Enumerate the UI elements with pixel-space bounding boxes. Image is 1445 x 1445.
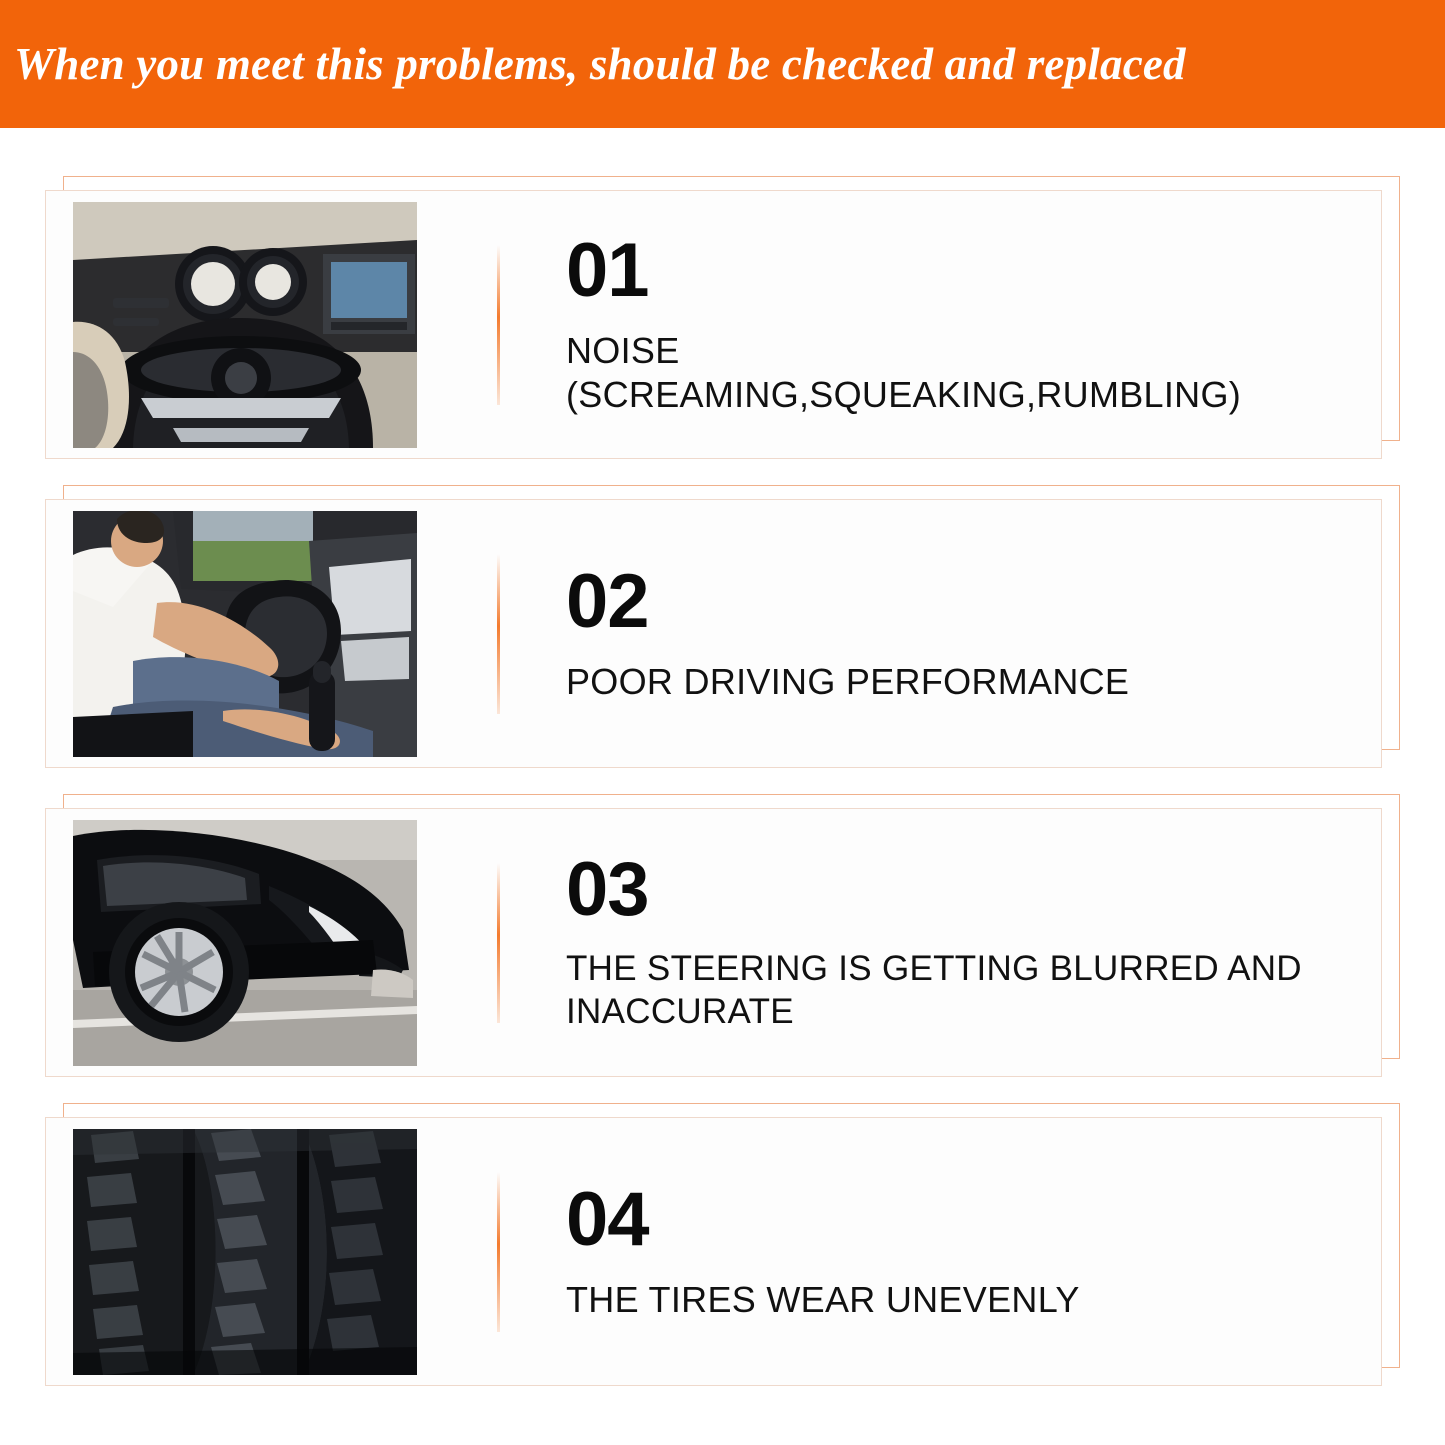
row-content — [45, 808, 1382, 1077]
list-item — [45, 176, 1400, 459]
driver-holding-steering-wheel-photo — [73, 511, 417, 757]
row-text — [500, 558, 1382, 704]
row-content — [45, 1117, 1382, 1386]
list-item — [45, 1103, 1400, 1386]
item-description: NOISE (SCREAMING,SQUEAKING,RUMBLING) — [566, 329, 1242, 415]
row-content — [45, 499, 1382, 768]
item-number: 03 — [566, 846, 649, 932]
tire-tread-closeup-photo — [73, 1129, 417, 1375]
item-description: POOR DRIVING PERFORMANCE — [566, 660, 1130, 702]
row-text — [500, 227, 1382, 417]
item-description: THE STEERING IS GETTING BLURRED AND INACCURATE — [566, 948, 1302, 1031]
page-title: When you meet this problems, should be checked and replaced — [14, 39, 1186, 89]
list-item — [45, 485, 1400, 768]
black-car-front-wheel-photo — [73, 820, 417, 1066]
list-item — [45, 794, 1400, 1077]
item-number: 02 — [566, 558, 649, 644]
item-number: 04 — [566, 1176, 649, 1262]
row-content — [45, 190, 1382, 459]
row-text — [500, 1176, 1382, 1322]
row-text — [500, 846, 1382, 1033]
steering-wheel-dashboard-photo — [73, 202, 417, 448]
header-banner — [0, 0, 1445, 128]
problem-list — [0, 128, 1445, 1386]
item-number: 01 — [566, 227, 649, 313]
item-description: THE TIRES WEAR UNEVENLY — [566, 1278, 1080, 1320]
